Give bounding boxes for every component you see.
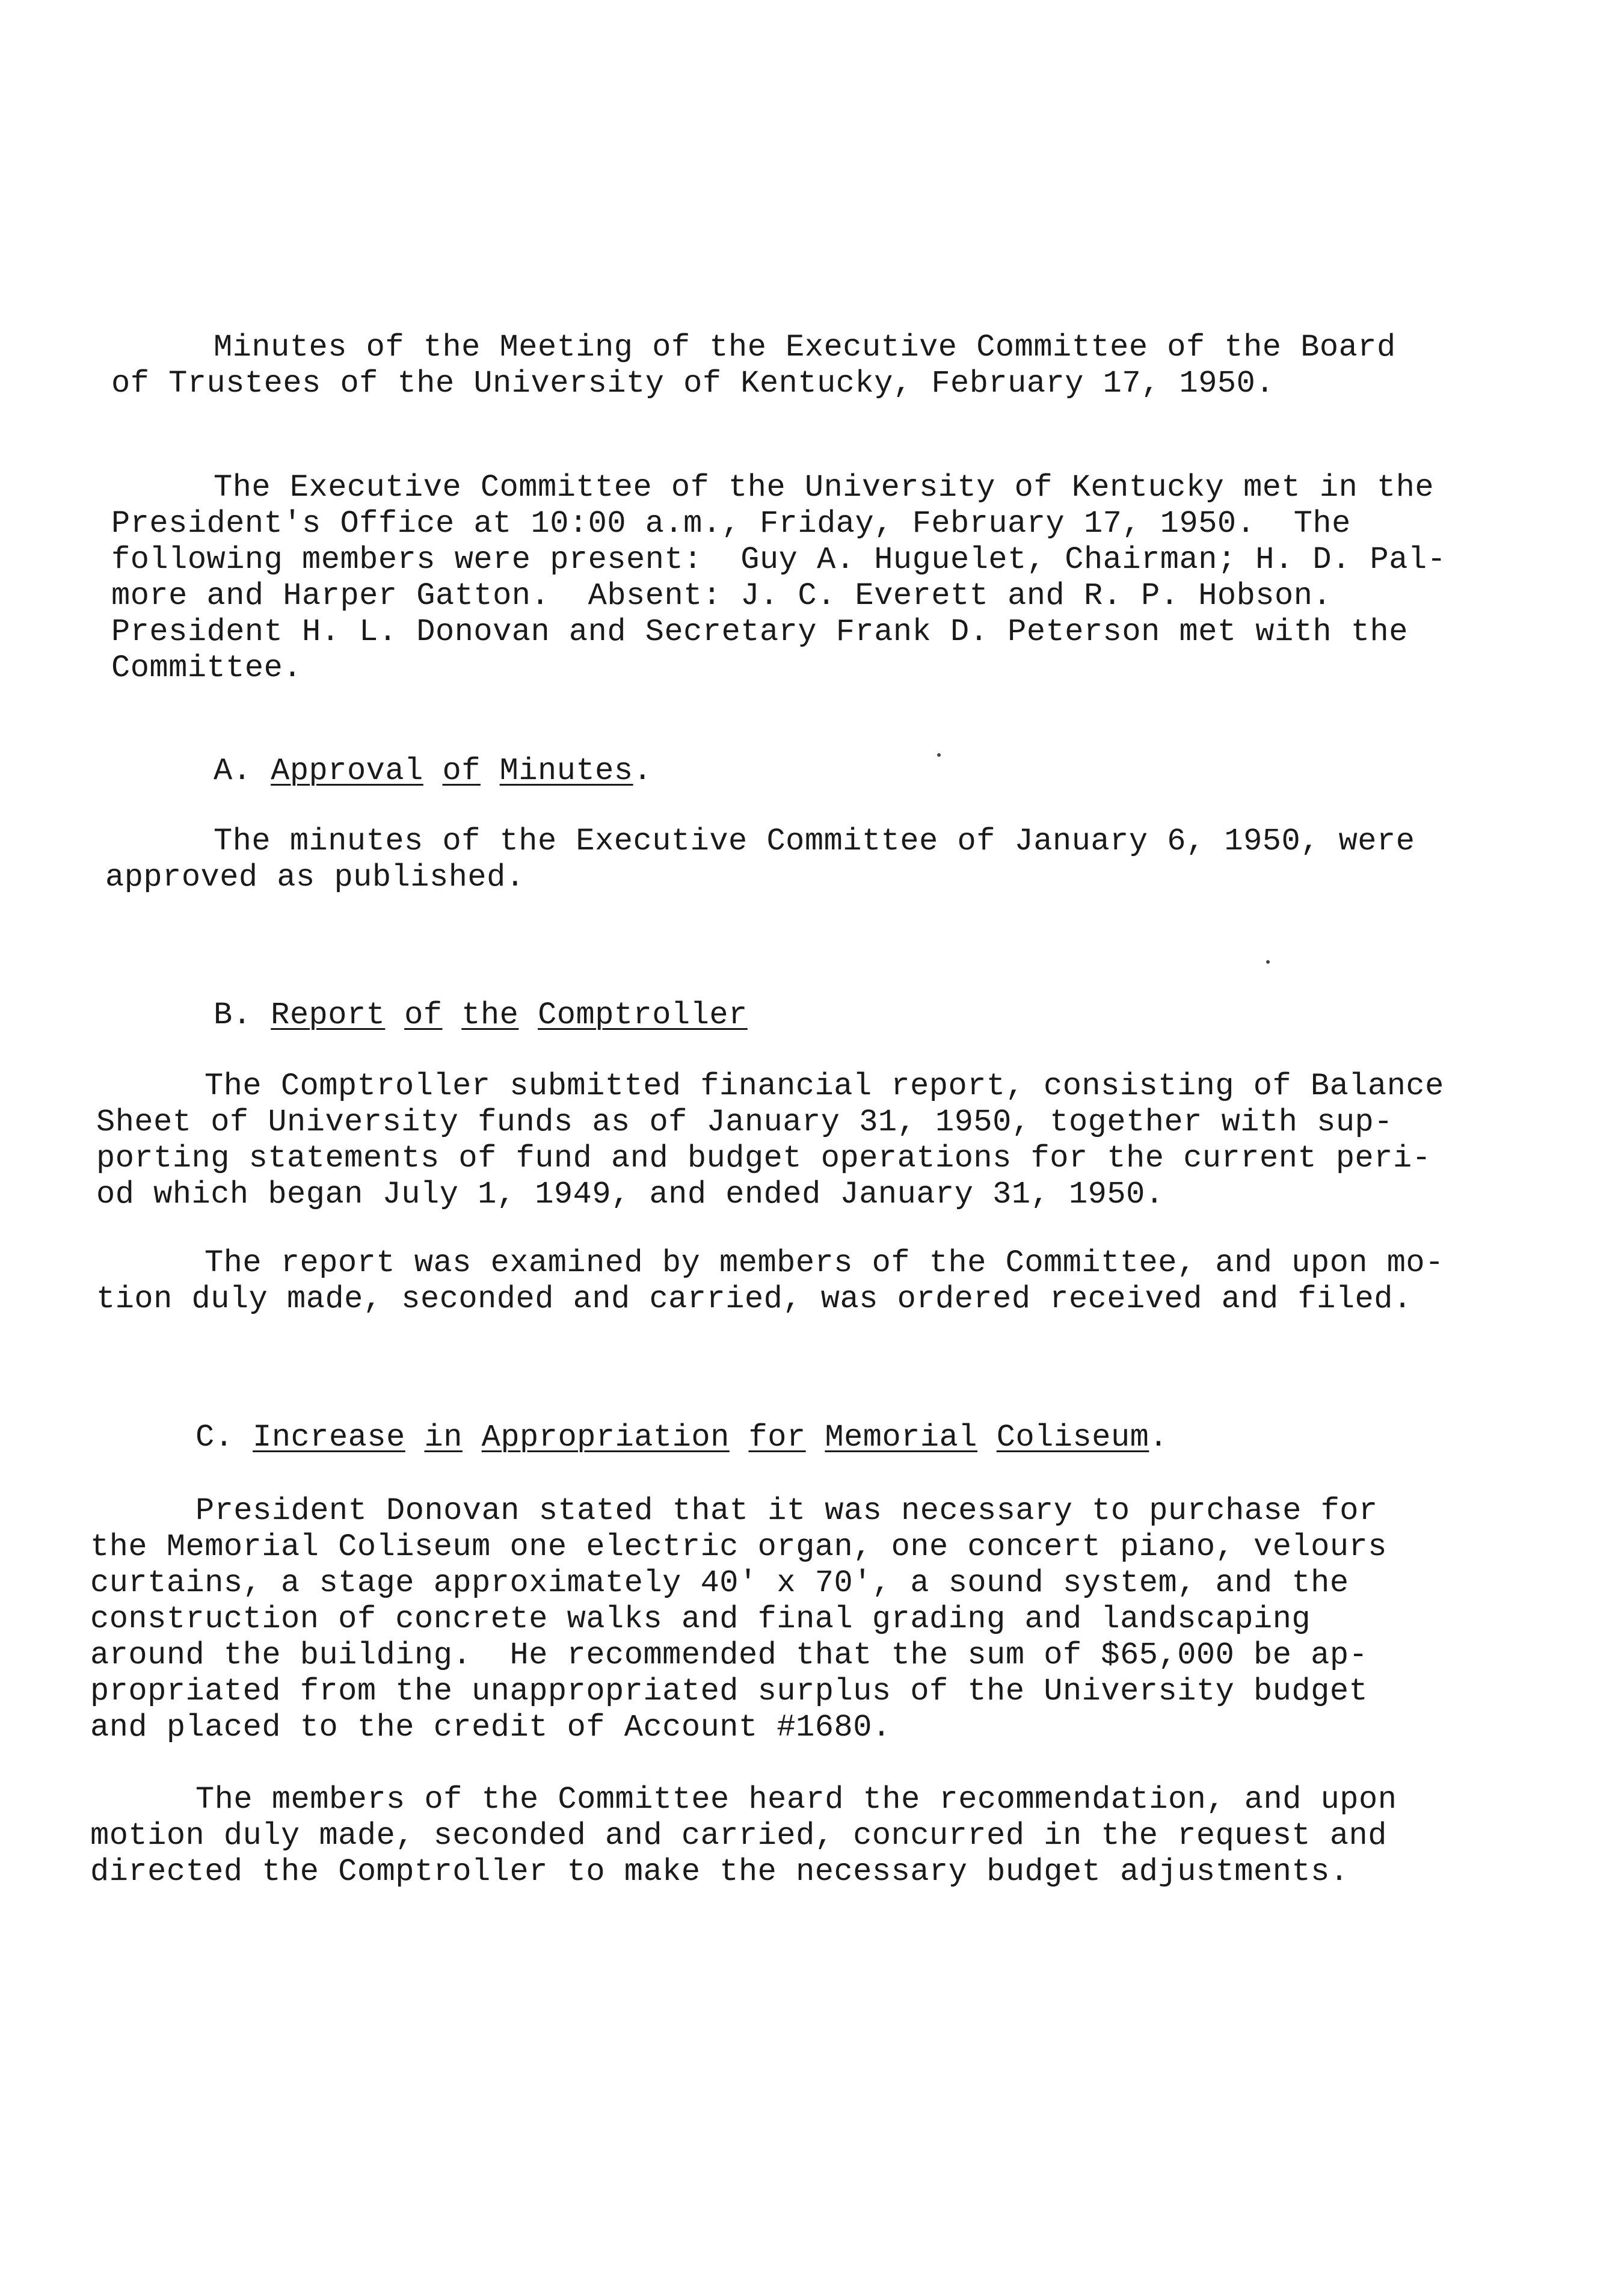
section-b-p2-line-2: tion duly made, seconded and carried, was ordered received and filed. bbox=[96, 1281, 1412, 1317]
section-c-p1-line-3: curtains, a stage approximately 40' x 70', a sound system, and the bbox=[90, 1565, 1349, 1601]
intro-line-5: President H. L. Donovan and Secretary Frank D. Peterson met with the bbox=[111, 614, 1408, 650]
section-c-p1-line-1: President Donovan stated that it was necessary to purchase for bbox=[195, 1493, 1378, 1529]
section-a-heading-end: . bbox=[633, 753, 653, 789]
intro-line-3: following members were present: Guy A. Huguelet, Chairman; H. D. Pal- bbox=[111, 542, 1447, 578]
section-b-p2-line-1: The report was examined by members of the Committee, and upon mo- bbox=[205, 1245, 1444, 1281]
section-c-heading-word-6: Coliseum bbox=[996, 1420, 1149, 1455]
section-a-heading-word-1: Approval bbox=[271, 753, 423, 789]
intro-line-4: more and Harper Gatton. Absent: J. C. Everett and R. P. Hobson. bbox=[111, 578, 1332, 614]
section-c-p1-line-7: and placed to the credit of Account #1680. bbox=[90, 1710, 891, 1745]
section-a-line-1: The minutes of the Executive Committee of January 6, 1950, were bbox=[214, 824, 1415, 859]
section-b-p1-line-4: od which began July 1, 1949, and ended January 31, 1950. bbox=[96, 1177, 1164, 1212]
section-c-p1-line-4: construction of concrete walks and final grading and landscaping bbox=[90, 1601, 1311, 1637]
section-c-letter: C. bbox=[195, 1420, 234, 1455]
section-b-letter: B. bbox=[214, 997, 252, 1033]
section-c-p1-line-2: the Memorial Coliseum one electric organ, one concert piano, velours bbox=[90, 1529, 1387, 1565]
title-line-1: Minutes of the Meeting of the Executive Committee of the Board bbox=[214, 330, 1396, 365]
section-c-p2-line-2: motion duly made, seconded and carried, concurred in the request and bbox=[90, 1818, 1387, 1853]
section-a-heading bbox=[214, 753, 652, 789]
section-b-heading-word-4: Comptroller bbox=[538, 997, 748, 1033]
section-b-heading-word-2: of bbox=[404, 997, 443, 1033]
section-c-heading-word-5: Memorial bbox=[825, 1420, 978, 1455]
section-c-heading bbox=[195, 1420, 1168, 1456]
section-b-heading-word-3: the bbox=[461, 997, 519, 1033]
intro-line-1: The Executive Committee of the University of Kentucky met in the bbox=[214, 470, 1435, 505]
section-a-letter: A. bbox=[214, 753, 252, 789]
section-b-p1-line-1: The Comptroller submitted financial report, consisting of Balance bbox=[205, 1068, 1444, 1104]
section-b-p1-line-2: Sheet of University funds as of January 31, 1950, together with sup- bbox=[96, 1104, 1393, 1140]
section-c-heading-word-1: Increase bbox=[253, 1420, 405, 1455]
section-c-heading-end: . bbox=[1149, 1420, 1169, 1455]
section-b-heading bbox=[214, 997, 748, 1034]
scan-speck bbox=[937, 753, 941, 757]
section-b-heading-word-1: Report bbox=[271, 997, 386, 1033]
section-c-p2-line-3: directed the Comptroller to make the necessary budget adjustments. bbox=[90, 1854, 1349, 1890]
section-a-heading-word-3: Minutes bbox=[499, 753, 633, 789]
intro-line-2: President's Office at 10:00 a.m., Friday, February 17, 1950. The bbox=[111, 506, 1351, 541]
section-a-line-2: approved as published. bbox=[105, 860, 525, 895]
section-b-p1-line-3: porting statements of fund and budget operations for the current peri- bbox=[96, 1141, 1432, 1176]
section-c-heading-word-3: Appropriation bbox=[481, 1420, 730, 1455]
section-c-p2-line-1: The members of the Committee heard the recommendation, and upon bbox=[195, 1782, 1397, 1817]
intro-line-6: Committee. bbox=[111, 650, 303, 686]
section-c-p1-line-5: around the building. He recommended that the sum of $65,000 be ap- bbox=[90, 1637, 1368, 1673]
section-c-heading-word-2: in bbox=[424, 1420, 463, 1455]
section-c-heading-word-4: for bbox=[748, 1420, 806, 1455]
section-a-heading-word-2: of bbox=[442, 753, 481, 789]
scan-speck bbox=[1266, 960, 1270, 964]
section-c-p1-line-6: propriated from the unappropriated surplus of the University budget bbox=[90, 1674, 1368, 1709]
title-line-2: of Trustees of the University of Kentucky, February 17, 1950. bbox=[111, 366, 1275, 401]
